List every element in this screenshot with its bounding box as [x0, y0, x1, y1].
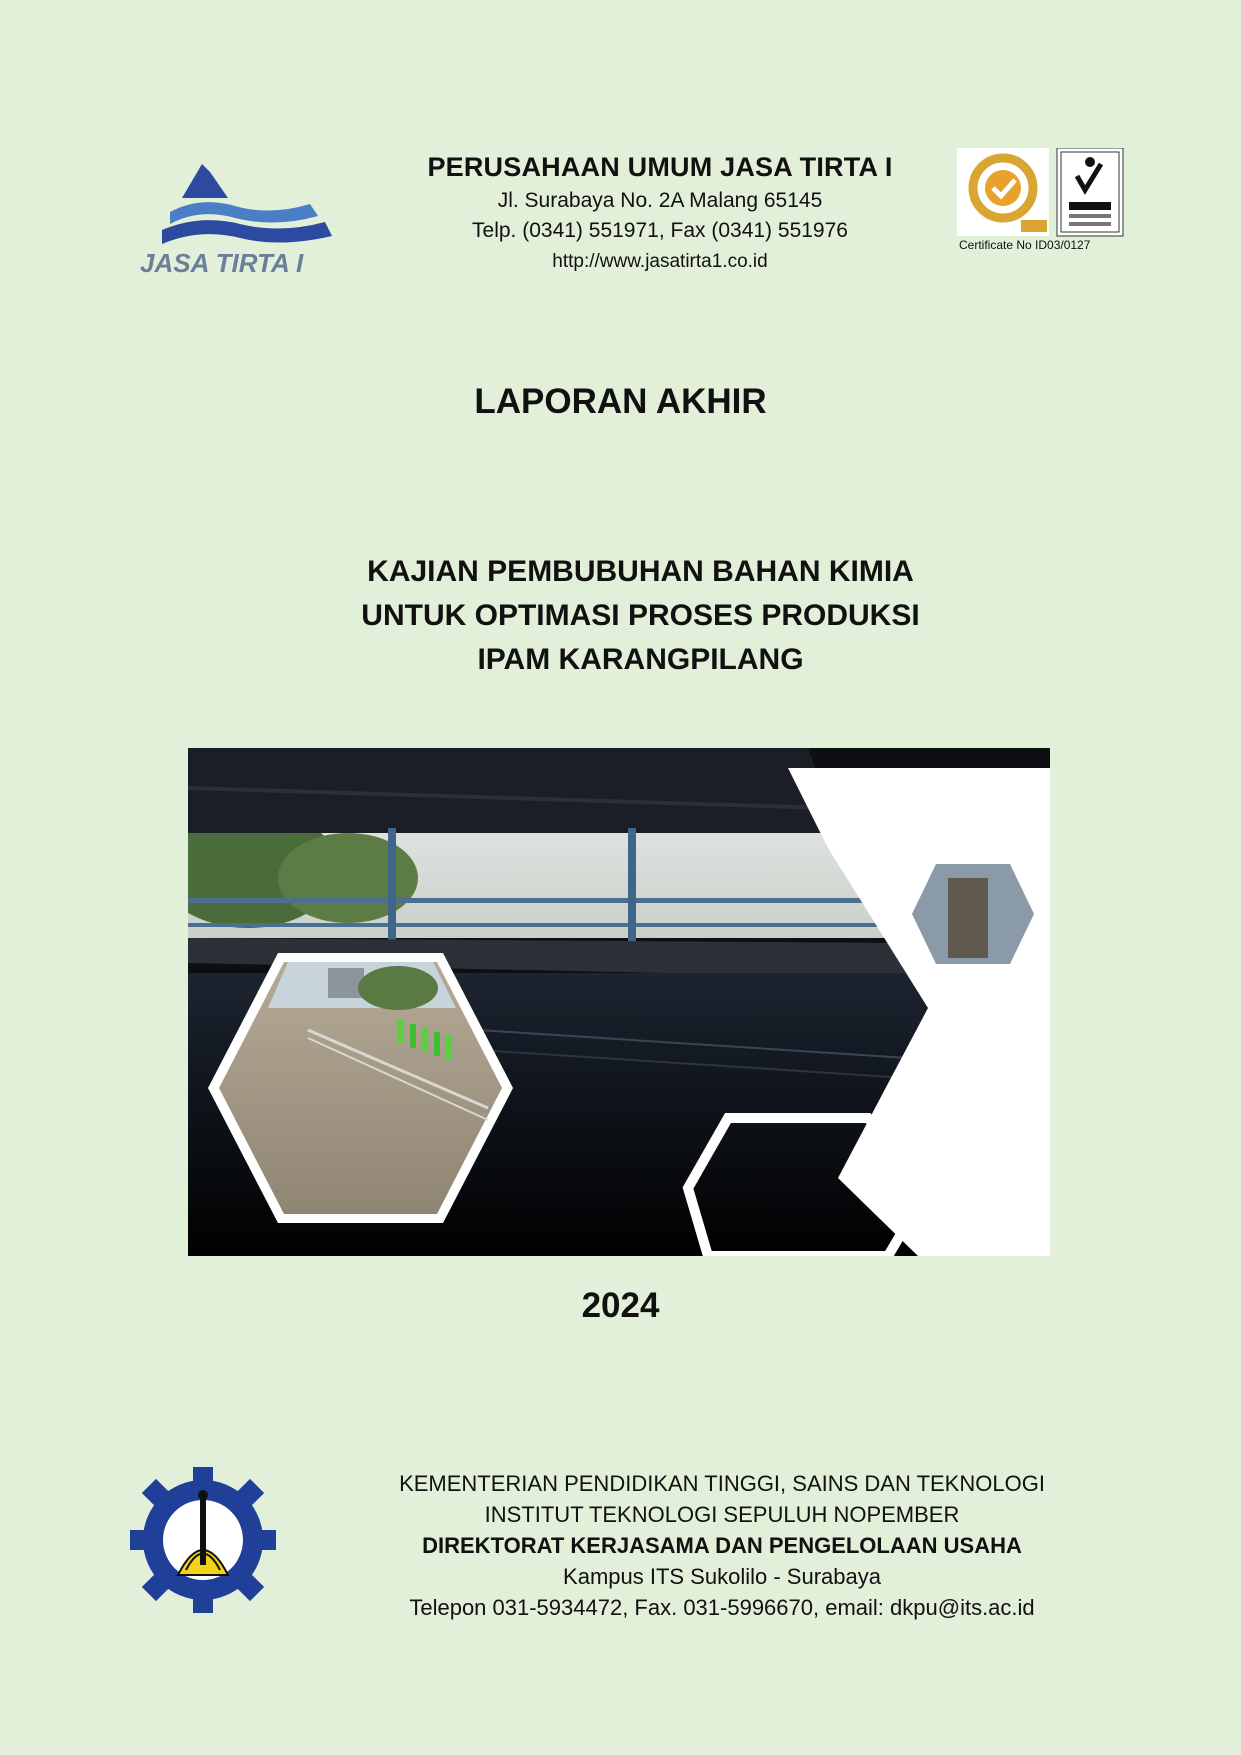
company-address: Jl. Surabaya No. 2A Malang 65145 — [497, 189, 823, 212]
footer-directorate: DIREKTORAT KERJASAMA DAN PENGELOLAAN USAHA — [422, 1533, 1022, 1558]
title-line-3: IPAM KARANGPILANG — [477, 643, 804, 676]
footer-address — [372, 1468, 1072, 1623]
report-title — [0, 550, 1241, 682]
footer-institute: INSTITUT TEKNOLOGI SEPULUH NOPEMBER — [484, 1502, 960, 1527]
footer-ministry: KEMENTERIAN PENDIDIKAN TINGGI, SAINS DAN TEKNOLOGI — [399, 1471, 1045, 1496]
title-line-2: UNTUK OPTIMASI PROSES PRODUKSI — [361, 599, 920, 632]
company-phone: Telp. (0341) 551971, Fax (0341) 551976 — [472, 219, 848, 242]
report-year: 2024 — [581, 1286, 660, 1325]
company-name: PERUSAHAAN UMUM JASA TIRTA I — [427, 152, 893, 182]
company-website: http://www.jasatirta1.co.id — [552, 251, 768, 272]
footer-campus: Kampus ITS Sukolilo - Surabaya — [563, 1564, 881, 1589]
cover-photo — [188, 748, 1050, 1256]
jasa-tirta-logo-text: JASA TIRTA I — [140, 248, 304, 278]
report-label: LAPORAN AKHIR — [474, 382, 767, 421]
company-header — [390, 152, 930, 273]
certification-badges — [957, 148, 1127, 238]
certification-block — [957, 148, 1127, 253]
its-logo — [128, 1465, 278, 1615]
jasa-tirta-logo — [140, 160, 360, 280]
title-line-1: KAJIAN PEMBUBUHAN BAHAN KIMIA — [367, 555, 914, 588]
footer-contact: Telepon 031-5934472, Fax. 031-5996670, email: dkpu@its.ac.id — [409, 1595, 1035, 1620]
certificate-number: Certificate No ID03/0127 — [959, 238, 1091, 252]
